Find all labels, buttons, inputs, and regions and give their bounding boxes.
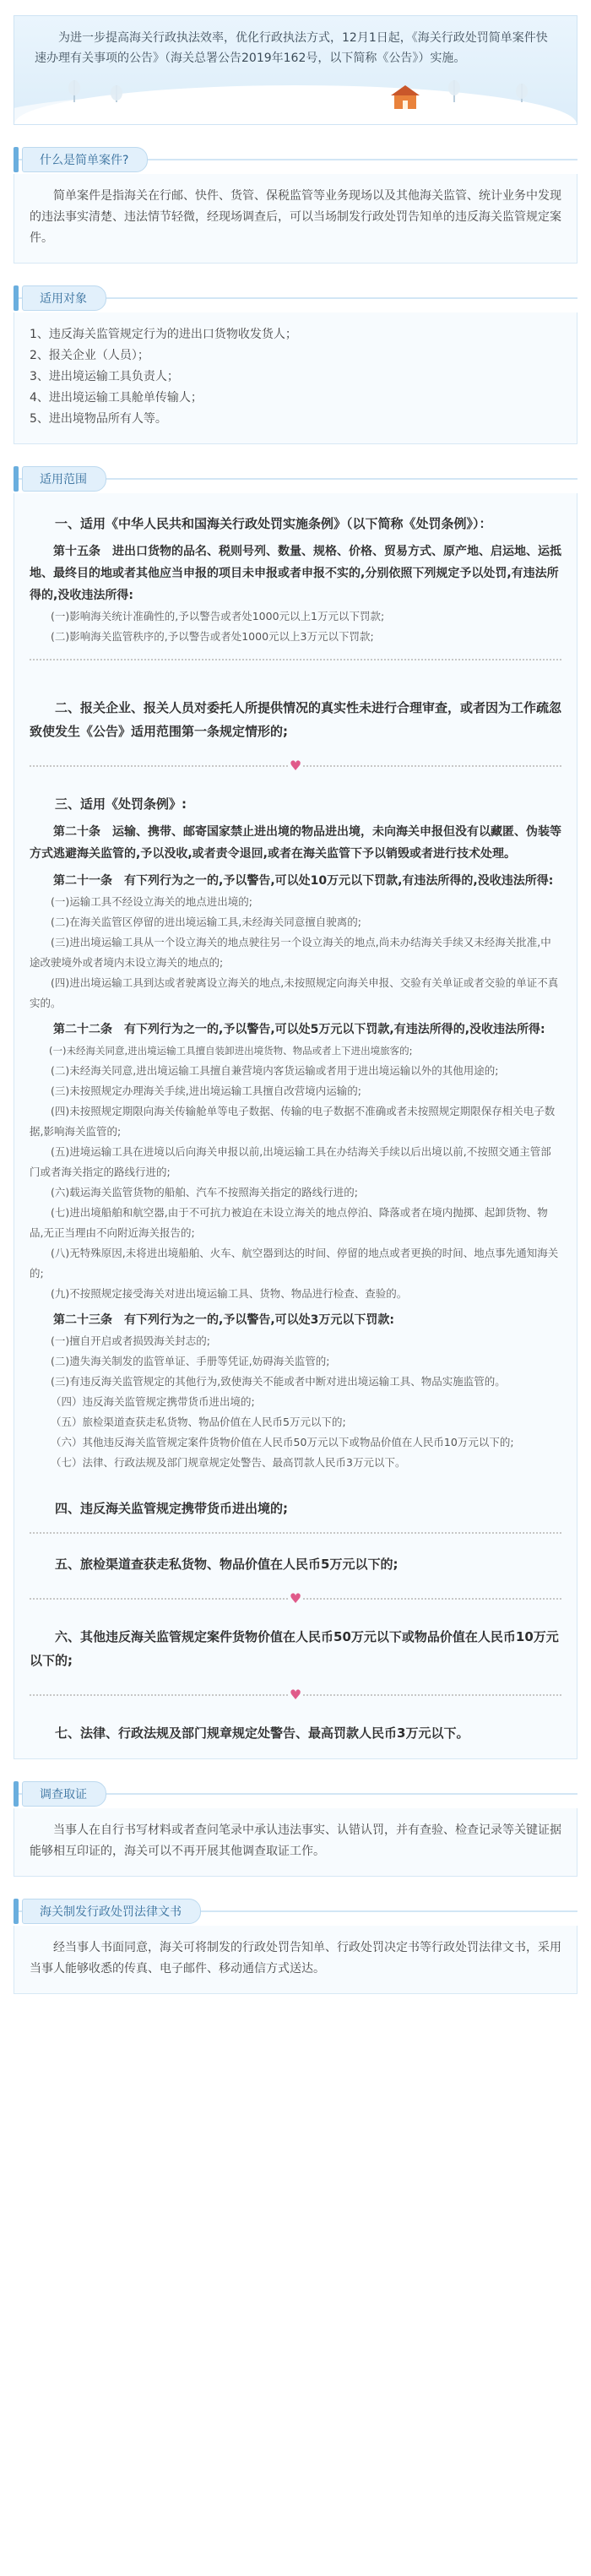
- section-header: [14, 1780, 577, 1808]
- section-investigation: [14, 1780, 577, 1877]
- list-item: (四)进出境运输工具到达或者驶离设立海关的地点,未按照规定向海关申报、交验有关单证或者交验的单证不真实的。: [30, 976, 559, 1009]
- snowflake-icon: [377, 94, 381, 97]
- list-item: 3、进出境运输工具负责人；: [30, 370, 179, 383]
- list-item: （七）法律、行政法规及部门规章规定处警告、最高罚款人民币3万元以下。: [51, 1456, 406, 1469]
- scope-part-6-title: 六、其他违反海关监管规定案件货物价值在人民币50万元以下或物品价值在人民币10万元以下的;: [30, 1629, 559, 1668]
- heart-divider: [30, 1676, 561, 1715]
- section-title: 适用范围: [22, 466, 106, 492]
- list-item: (五)进境运输工具在进境以后向海关申报以前,出境运输工具在办结海关手续以后出境以前,不按照交通主管部门或者海关指定的路线行进的;: [30, 1145, 551, 1178]
- house-icon: [394, 95, 416, 109]
- intro-banner: [14, 15, 577, 125]
- list-item: (三)未按照规定办理海关手续,进出境运输工具擅自改营境内运输的;: [51, 1084, 361, 1097]
- heart-icon: ♥: [289, 758, 302, 774]
- list-item: (二)遗失海关制发的监管单证、手册等凭证,妨碍海关监管的;: [51, 1355, 330, 1367]
- snowflake-icon: [293, 104, 296, 107]
- section-title: 什么是简单案件?: [22, 147, 148, 172]
- list-item: (一)影响海关统计准确性的,予以警告或者处1000元以上1万元以下罚款;: [51, 610, 385, 622]
- section-scope: [14, 465, 577, 1759]
- list-item: (六)载运海关监管货物的船舶、汽车不按照海关指定的路线行进的;: [51, 1186, 358, 1198]
- article-21: 第二十一条 有下列行为之一的,予以警告,可以处10万元以下罚款,有违法所得的,没收违法所得:: [53, 874, 554, 888]
- article-22: 第二十二条 有下列行为之一的,予以警告,可以处5万元以下罚款,有违法所得的,没收违法所得:: [53, 1023, 545, 1036]
- heart-divider: [30, 1579, 561, 1618]
- list-item: (九)不按照规定接受海关对进出境运输工具、货物、物品进行检查、查验的。: [51, 1287, 408, 1300]
- section-header: [14, 145, 577, 174]
- section-text: 简单案件是指海关在行邮、快件、货管、保税监管等业务现场以及其他海关监管、统计业务中发现的违法事实清楚、违法情节轻微，经现场调查后，可以当场制发行政处罚告知单的违反海关监管规定案件。: [30, 189, 561, 245]
- list-item: (八)无特殊原因,未将进出境船舶、火车、航空器到达的时间、停留的地点或者更换的时间、地点事先通知海关的;: [30, 1247, 559, 1280]
- list-item: (七)进出境船舶和航空器,由于不可抗力被迫在未设立海关的地点停泊、降落或者在境内抛掷、起卸货物、物品,无正当理由不向附近海关报告的;: [30, 1206, 548, 1239]
- list-item: 5、进出境物品所有人等。: [30, 412, 167, 426]
- list-item: （六）其他违反海关监管规定案件货物价值在人民币50万元以下或物品价值在人民币10万元以下的;: [51, 1436, 514, 1448]
- article-23: 第二十三条 有下列行为之一的,予以警告,可以处3万元以下罚款:: [53, 1313, 394, 1327]
- list-item: (三)进出境运输工具从一个设立海关的地点驶往另一个设立海关的地点,尚未办结海关手续又未经海关批准,中途改驶境外或者境内未设立海关的地点的;: [30, 936, 551, 969]
- list-item: 2、报关企业（人员）；: [30, 349, 149, 362]
- section-header: [14, 284, 577, 312]
- section-text: 经当事人书面同意，海关可将制发的行政处罚告知单、行政处罚决定书等行政处罚法律文书，采用当事人能够收悉的传真、电子邮件、移动通信方式送达。: [30, 1941, 561, 1975]
- list-item: (二)影响海关监管秩序的,予以警告或者处1000元以上3万元以下罚款;: [51, 630, 374, 643]
- scope-part-1-title: 一、适用《中华人民共和国海关行政处罚实施条例》（以下简称《处罚条例》）：: [55, 516, 492, 531]
- intro-text: 为进一步提高海关行政执法效率，优化行政执法方式，12月1日起，《海关行政处罚简单案件快速办理有关事项的公告》（海关总署公告2019年162号，以下简称《公告》）实施。: [35, 31, 548, 65]
- list-item: (三)有违反海关监管规定的其他行为,致使海关不能或者中断对进出境运输工具、物品实施监管的。: [51, 1375, 506, 1388]
- tree-icon: [116, 85, 117, 102]
- scope-part-7-title: 七、法律、行政法规及部门规章规定处警告、最高罚款人民币3万元以下。: [55, 1725, 469, 1741]
- section-targets: [14, 284, 577, 444]
- section-title: 海关制发行政处罚法律文书: [22, 1899, 201, 1924]
- list-item: (二)在海关监管区停留的进出境运输工具,未经海关同意擅自驶离的;: [51, 916, 361, 928]
- scope-part-4-title: 四、违反海关监管规定携带货币进出境的;: [55, 1501, 289, 1516]
- section-text: 当事人在自行书写材料或者查问笔录中承认违法事实、认错认罚，并有查验、检查记录等关键证据能够相互印证的，海关可以不再开展其他调查取证工作。: [30, 1823, 561, 1858]
- list-item: (一)未经海关同意,进出境运输工具擅自装卸进出境货物、物品或者上下进出境旅客的;: [49, 1045, 413, 1057]
- list-item: （五）旅检渠道查获走私货物、物品价值在人民币5万元以下的;: [51, 1416, 346, 1428]
- tree-icon: [73, 80, 75, 102]
- scope-part-2-title: 二、报关企业、报关人员对委托人所提供情况的真实性未进行合理审查，或者因为工作疏忽致使发生《公告》适用范围第一条规定情形的;: [30, 700, 562, 739]
- heart-icon: ♥: [289, 1687, 302, 1703]
- section-what: [14, 145, 577, 264]
- heart-divider: [30, 747, 561, 785]
- tree-icon: [521, 84, 523, 102]
- list-item: (四)未按照规定期限向海关传输舱单等电子数据、传输的电子数据不准确或者未按照规定期限保存相关电子数据,影响海关监管的;: [30, 1105, 556, 1138]
- scope-part-5-title: 五、旅检渠道查获走私货物、物品价值在人民币5万元以下的;: [55, 1557, 399, 1572]
- heart-icon: ♥: [289, 1590, 302, 1606]
- list-item: (一)运输工具不经设立海关的地点进出境的;: [51, 895, 252, 908]
- section-header: [14, 465, 577, 493]
- article-20: 第二十条 运输、携带、邮寄国家禁止进出境的物品进出境，未向海关申报但没有以藏匿、伪装等方式逃避海关监管的,予以没收,或者责令退回,或者在海关监管下予以销毁或者进行技术处理。: [30, 825, 561, 861]
- list-item: (二)未经海关同意,进出境运输工具擅自兼营境内客货运输或者用于进出境运输以外的其他用途的;: [51, 1064, 499, 1077]
- section-title: 适用对象: [22, 285, 106, 311]
- list-item: (一)擅自开启或者损毁海关封志的;: [51, 1334, 210, 1347]
- section-title: 调查取证: [22, 1781, 106, 1807]
- list-item: 1、违反海关监管规定行为的进出口货物收发货人；: [30, 328, 297, 341]
- section-header: [14, 1897, 577, 1926]
- tree-icon: [453, 80, 455, 102]
- list-item: 4、进出境运输工具舱单传输人；: [30, 391, 203, 405]
- article-15: 第十五条 进出口货物的品名、税则号列、数量、规格、价格、贸易方式、原产地、启运地、运抵地、最终目的地或者其他应当申报的项目未申报或者申报不实的,分别依照下列规定予以处罚,有违法所得的,没收违法所得:: [30, 545, 561, 602]
- section-documents: [14, 1897, 577, 1994]
- snowflake-icon: [183, 97, 187, 101]
- dotted-divider: [30, 647, 561, 672]
- scope-part-3-title: 三、适用《处罚条例》:: [55, 796, 187, 812]
- dotted-divider: [30, 1520, 561, 1546]
- list-item: （四）违反海关监管规定携带货币进出境的;: [51, 1395, 255, 1408]
